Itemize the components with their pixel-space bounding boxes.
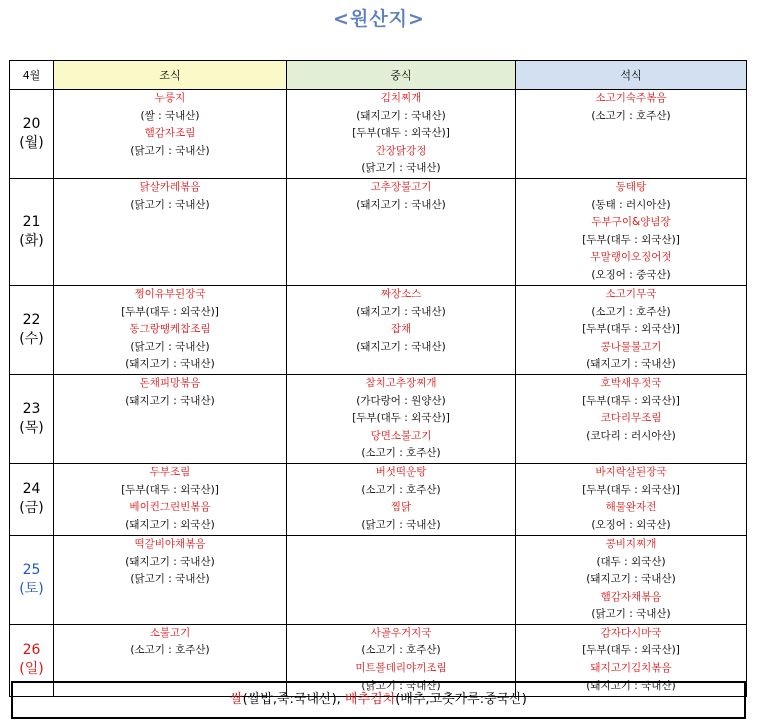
dish-name: 햄감자조림: [144, 127, 196, 140]
day-number: 24: [22, 481, 41, 498]
origin-info: (돼지고기 : 국내산): [356, 198, 446, 211]
page-title: <원산지>: [333, 8, 425, 30]
dish-name: 짜장소스: [380, 287, 422, 300]
dish-name: 바지락살된장국: [595, 465, 667, 478]
day-number: 20: [22, 115, 41, 132]
origin-info: (닭고기 : 국내산): [130, 144, 210, 157]
day-row: [10, 463, 747, 535]
origin-info: (돼지고기 : 국내산): [586, 679, 676, 692]
origin-info: (동태 : 러시아산): [591, 198, 671, 211]
origin-info: (코다리 : 러시아산): [586, 429, 676, 442]
dish-name: 두부구이&양념장: [591, 216, 671, 229]
origin-info: [두부(대두 : 외국산)]: [352, 412, 450, 425]
origin-info: (소고기 : 호주산): [361, 483, 441, 496]
dish-name: 미트볼데리야끼조림: [355, 662, 447, 675]
origin-info: (닭고기 : 국내산): [361, 679, 441, 692]
dish-name: 떡갈비야채볶음: [134, 537, 206, 550]
day-number: 21: [22, 213, 41, 230]
weekday: (토): [19, 580, 44, 597]
dish-name: 돼지고기김치볶음: [590, 662, 672, 675]
dish-name: 동태탕: [615, 180, 647, 193]
origin-info: [두부(대두 : 외국산)]: [582, 644, 680, 657]
lunch-cell: [287, 178, 516, 285]
lunch-cell: [287, 285, 516, 374]
day-number: 25: [22, 561, 41, 578]
origin-info: (오징어 : 중국산): [591, 268, 671, 281]
origin-info: (가다랑어 : 원양산): [356, 394, 446, 407]
breakfast-cell: [54, 90, 287, 179]
day-number: 26: [22, 642, 41, 659]
origin-info: (소고기 : 호주산): [591, 305, 671, 318]
header-lunch: 중식: [287, 61, 516, 90]
date-cell: [10, 463, 54, 535]
dish-name: 코다리무조림: [600, 412, 662, 425]
weekday: (수): [19, 330, 44, 347]
origin-info: [두부(대두 : 외국산)]: [582, 483, 680, 496]
origin-info: (돼지고기 : 국내산): [125, 358, 215, 371]
header-month: 4월: [10, 61, 54, 90]
dish-name: 돈채피망볶음: [139, 376, 201, 389]
origin-info: (닭고기 : 국내산): [591, 608, 671, 621]
dish-name: 두부조림: [149, 465, 191, 478]
dish-name: 해물완자전: [605, 501, 657, 514]
origin-info: [두부(대두 : 외국산)]: [121, 305, 219, 318]
dish-name: 소고기무국: [605, 287, 657, 300]
breakfast-cell: [54, 374, 287, 463]
header-dinner: 석식: [516, 61, 747, 90]
lunch-cell: [287, 374, 516, 463]
dish-name: 소불고기: [149, 626, 191, 639]
dinner-cell: [516, 535, 747, 624]
dish-name: 무말랭이오징어젓: [590, 251, 672, 264]
dish-name: 찜닭: [390, 501, 412, 514]
dish-name: 쩡이유부된장국: [134, 287, 206, 300]
lunch-cell: [287, 90, 516, 179]
rice-origin: (쌀밥,죽:국내산),: [242, 692, 341, 707]
day-number: 23: [22, 400, 41, 417]
dish-name: 닭살카레볶음: [139, 180, 201, 193]
dinner-cell: [516, 90, 747, 179]
date-cell: [10, 178, 54, 285]
dish-name: 참치고추장찌개: [365, 376, 437, 389]
dish-name: 햄감자채볶음: [600, 590, 662, 603]
dinner-cell: [516, 374, 747, 463]
origin-info: (소고기 : 호주산): [591, 109, 671, 122]
menu-origin-table: [9, 60, 747, 697]
breakfast-cell: [54, 285, 287, 374]
day-row: [10, 178, 747, 285]
dish-name: 소고기숙주볶음: [595, 92, 667, 104]
day-number: 22: [22, 311, 41, 328]
breakfast-cell: [54, 178, 287, 285]
dish-name: 동그랑땡케찹조림: [129, 323, 211, 336]
dinner-cell: [516, 178, 747, 285]
rice-kimchi-origin-note: [11, 681, 746, 719]
weekday: (월): [19, 134, 44, 151]
lunch-cell: [287, 535, 516, 624]
rice-label: 쌀: [230, 692, 243, 707]
origin-info: (오징어 : 외국산): [591, 518, 671, 531]
origin-info: [두부(대두 : 외국산)]: [582, 323, 680, 336]
dish-name: 고추장불고기: [370, 180, 432, 193]
breakfast-cell: [54, 463, 287, 535]
weekday: (금): [19, 500, 44, 517]
day-row: [10, 535, 747, 624]
date-cell: [10, 535, 54, 624]
origin-info: [두부(대두 : 외국산)]: [582, 233, 680, 246]
dish-name: 김치찌개: [380, 92, 422, 104]
breakfast-cell: [54, 535, 287, 624]
origin-info: (소고기 : 호주산): [361, 447, 441, 460]
day-row: [10, 90, 747, 179]
origin-info: (쌀 : 국내산): [140, 109, 200, 122]
kimchi-label: 배추김치: [344, 692, 396, 707]
origin-info: (닭고기 : 국내산): [361, 162, 441, 175]
origin-info: (돼지고기 : 국내산): [586, 573, 676, 586]
dish-name: 당면소불고기: [370, 429, 432, 442]
dish-name: 호박새우젓국: [600, 376, 662, 389]
date-cell: [10, 90, 54, 179]
origin-info: (돼지고기 : 국내산): [356, 305, 446, 318]
dish-name: 사골우거지국: [370, 626, 432, 639]
origin-info: (돼지고기 : 국내산): [125, 555, 215, 568]
table-header-row: [10, 61, 747, 90]
dinner-cell: [516, 285, 747, 374]
day-row: [10, 285, 747, 374]
origin-info: (닭고기 : 국내산): [361, 518, 441, 531]
kimchi-origin: (배추,고춧가루:중국산): [395, 692, 527, 707]
origin-info: [두부(대두 : 외국산)]: [582, 394, 680, 407]
origin-info: (돼지고기 : 국내산): [356, 340, 446, 353]
dish-name: 감자다시마국: [600, 626, 662, 639]
origin-info: (돼지고기 : 외국산): [125, 518, 215, 531]
weekday: (목): [19, 419, 44, 436]
origin-info: (소고기 : 호주산): [361, 644, 441, 657]
dinner-cell: [516, 463, 747, 535]
origin-info: (닭고기 : 국내산): [130, 198, 210, 211]
origin-info: (소고기 : 호주산): [130, 644, 210, 657]
weekday: (일): [19, 661, 44, 678]
dish-name: 잡채: [390, 323, 412, 336]
weekday: (화): [19, 232, 44, 249]
lunch-cell: [287, 463, 516, 535]
origin-info: (닭고기 : 국내산): [130, 340, 210, 353]
dish-name: 베이컨그린빈볶음: [129, 501, 211, 514]
dish-name: 버섯떡운탕: [375, 465, 427, 478]
header-breakfast: 조식: [54, 61, 287, 90]
day-row: [10, 374, 747, 463]
origin-info: (돼지고기 : 국내산): [586, 358, 676, 371]
dish-name: 콩나물불고기: [600, 340, 662, 353]
origin-info: (대두 : 외국산): [596, 555, 666, 568]
origin-info: [두부(대두 : 외국산)]: [121, 483, 219, 496]
dish-name: 콩비지찌개: [605, 537, 657, 550]
dish-name: 간장닭강정: [375, 144, 427, 157]
origin-info: (닭고기 : 국내산): [130, 573, 210, 586]
menu-body: [10, 90, 747, 697]
origin-info: [두부(대두 : 외국산)]: [352, 127, 450, 140]
origin-info: (돼지고기 : 국내산): [125, 394, 215, 407]
dish-name: 누룽지: [154, 92, 186, 104]
origin-info: (돼지고기 : 국내산): [356, 109, 446, 122]
date-cell: [10, 285, 54, 374]
date-cell: [10, 374, 54, 463]
